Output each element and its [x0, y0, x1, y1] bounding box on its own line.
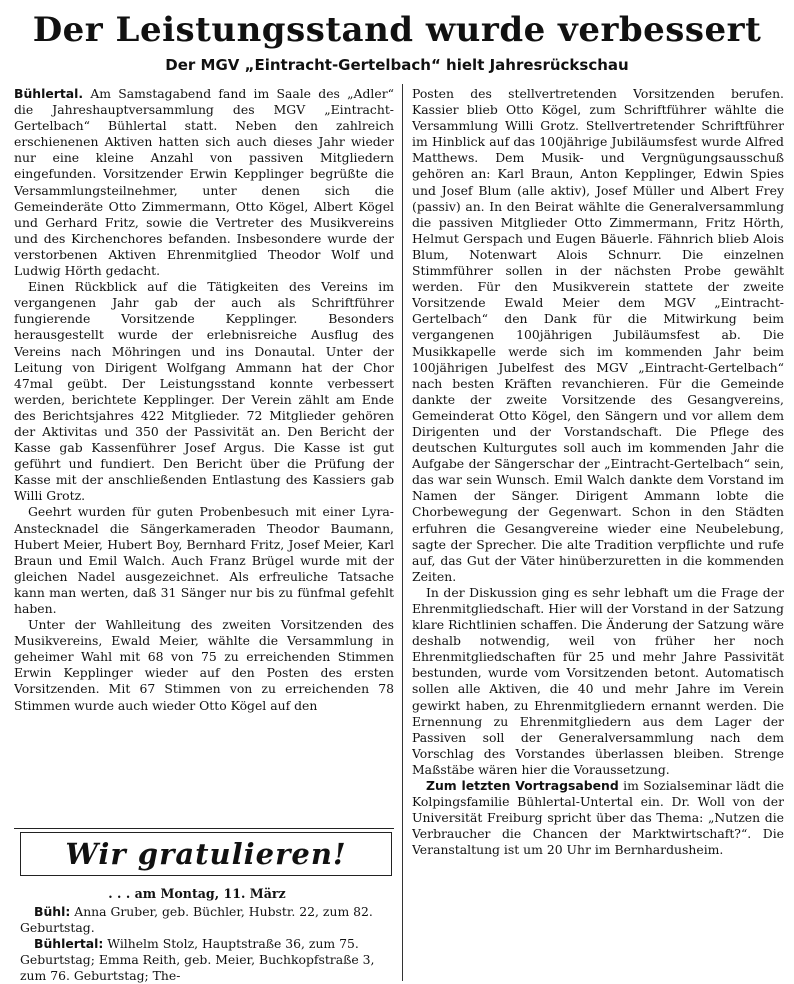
- congrats-entry: [20, 936, 394, 984]
- congrats-entry: [20, 904, 394, 936]
- paragraph-text: Am Samstagabend fand im Saale des „Adler“ die Jahreshauptversammlung des MGV „Eintracht-Gertelbach“ Bühlertal statt. Neben den zahlreich erschienenen Aktiven hatten sich auch dieses Jahr wieder nur eine kleine Anzahl von passiven Mitgliedern eingefunden. Vorsitzender Erwin Kepplinger begrüßte die Versammlungsteilnehmer, unter denen sich die Gemeinderäte Otto Zimmermann, Otto Kögel, Albert Kögel und Gerhard Fritz, sowie die Vertreter des Musikvereins und des Kirchenchores befanden. Insbesondere wurde der verstorbenen Aktiven Ehrenmitglied Theodor Wolf und Ludwig Hörth gedacht.: [14, 86, 394, 279]
- article-paragraph-3: Geehrt wurden für guten Probenbesuch mit einer Lyra-Anstecknadel die Sängerkameraden Theodor Baumann, Hubert Meier, Hubert Boy, Bernhard Fritz, Josef Meier, Karl Braun und Emil Walch. Auch Franz Brügel wurde mit der gleichen Nadel ausgezeichnet. Als erfreuliche Tatsache kann man werten, daß 31 Sänger nur bis zu fünfmal gefehlt haben.: [14, 504, 394, 616]
- entry-text: Anna Gruber, geb. Büchler, Hubstr. 22, zum 82. Geburtstag.: [20, 904, 373, 936]
- congrats-title: Wir gratulieren!: [65, 837, 347, 871]
- subheadline: Der MGV „Eintracht-Gertelbach“ hielt Jahresrückschau: [165, 56, 629, 74]
- entry-place: Bühl:: [34, 904, 71, 919]
- section-rule: [14, 828, 394, 829]
- announcement-paragraph: [412, 778, 784, 858]
- article-paragraph-5: Posten des stellvertretenden Vorsitzenden berufen. Kassier blieb Otto Kögel, zum Schriftführer wählte die Versammlung Willi Grotz. Stellvertretender Schriftführer im Hinblick auf das 100jährige Jubiläumsfest wurde Alfred Matthews. Dem Musik- und Vergnügungsausschuß gehören an: Karl Braun, Anton Kepplinger, Edwin Spies und Josef Blum (alle aktiv), Josef Müller und Albert Frey (passiv) an. In den Beirat wählte die Generalversammlung die passiven Mitglieder Otto Zimmermann, Fritz Hörth, Helmut Gerspach und Eugen Bäuerle. Fähnrich blieb Alois Blum, Notenwart Alois Schnurr. Die einzelnen Stimmführer sollen in der nächsten Probe gewählt werden. Für den Musikverein stattete der zweite Vorsitzende Ewald Meier dem MGV „Eintracht-Gertelbach“ den Dank für die Mitwirkung beim vergangenen 100jährigen Jubiläumsfest ab. Die Musikkapelle werde sich im kommenden Jahr beim 100jährigen Jubelfest des MGV „Eintracht-Gertelbach“ nach besten Kräften revanchieren. Für die Gemeinde dankte der zweite Vorsitzende des Gesangvereins, Gemeinderat Otto Kögel, den Sängern und vor allem dem Dirigenten und der Vorstandschaft. Die Pflege des deutschen Kulturgutes soll auch im kommenden Jahr die Aufgabe der Sängerschar der „Eintracht-Gertelbach“ sein, das war sein Wunsch. Emil Walch dankte dem Vorstand im Namen der Sänger. Dirigent Ammann lobte die Chorbewegung der Gegenwart. Schon in den Städten erfuhren die Gesangvereine wieder eine Neubelebung, sagte der Sprecher. Die alte Tradition verpflichte und rufe auf, das Gut der Väter hinüberzuretten in die kommenden Zeiten.: [412, 86, 784, 584]
- column-divider: [402, 84, 403, 981]
- announcement-lead: Zum letzten Vortragsabend: [426, 778, 619, 794]
- article-paragraph-2: Einen Rückblick auf die Tätigkeiten des Vereins im vergangenen Jahr gab der auch als Schriftführer fungierende Vorsitzende Kepplinger. Besonders herausgestellt wurde der erlebnisreiche Ausflug des Vereins nach Möhringen und ins Donautal. Unter der Leitung von Dirigent Wolfgang Ammann hat der Chor 47mal geübt. Der Leistungsstand konnte verbessert werden, berichtete Kepplinger. Der Verein zählt am Ende des Berichtsjahres 422 Mitglieder. 72 Mitglieder gehören der Aktivitas und 350 der Passivität an. Den Bericht der Kasse gab Kassenführer Josef Argus. Die Kasse ist gut geführt und fundiert. Den Bericht über die Prüfung der Kasse mit der anschließenden Entlastung des Kassiers gab Willi Grotz.: [14, 279, 394, 504]
- entry-text: Wilhelm Stolz, Hauptstraße 36, zum 75. Geburtstag; Emma Reith, geb. Meier, Buchkopfstraße 3, zum 76. Geburtstag; The-: [20, 936, 375, 984]
- congrats-banner: [20, 832, 392, 876]
- article-paragraph-6: In der Diskussion ging es sehr lebhaft um die Frage der Ehrenmitgliedschaft. Hier will der Vorstand in der Satzung klare Richtlinien schaffen. Die Änderung der Satzung wäre deshalb notwendig, weil von früher her noch Ehrenmitgliedschaften für 25 und mehr Jahre Passivität bestunden, wurde vom Vorsitzenden betont. Automatisch sollen alle Aktiven, die 40 und mehr Jahre im Verein gewirkt haben, zu Ehrenmitgliedern ernannt werden. Die Ernennung zu Ehrenmitgliedern aus dem Lager der Passiven soll der Generalversammlung nach dem Vorschlag des Vorstandes überlassen bleiben. Strenge Maßstäbe wären hier die Voraussetzung.: [412, 584, 784, 777]
- announcement-text: im Sozialseminar lädt die Kolpingsfamilie Bühlertal-Untertal ein. Dr. Woll von der Universität Freiburg spricht über das Thema: „Nutzen die Verbraucher die Chancen der Marktwirtschaft?“. Die Veranstaltung ist um 20 Uhr im Bernhardusheim.: [412, 778, 784, 858]
- headline: Der Leistungsstand wurde verbessert: [32, 10, 762, 50]
- congrats-date: . . . am Montag, 11. März: [108, 886, 286, 901]
- article-paragraph-1: [14, 86, 394, 279]
- article-paragraph-4: Unter der Wahlleitung des zweiten Vorsitzenden des Musikvereins, Ewald Meier, wählte die Versammlung in geheimer Wahl mit 68 von 75 zu erreichenden Stimmen Erwin Kepplinger wieder auf den Posten des ersten Vorsitzenden. Mit 67 Stimmen von zu erreichenden 78 Stimmen wurde auch wieder Otto Kögel auf den: [14, 617, 394, 713]
- congrats-list: [20, 904, 394, 984]
- right-column: [412, 86, 784, 981]
- entry-place: Bühlertal:: [34, 936, 104, 952]
- dateline: Bühlertal.: [14, 86, 84, 101]
